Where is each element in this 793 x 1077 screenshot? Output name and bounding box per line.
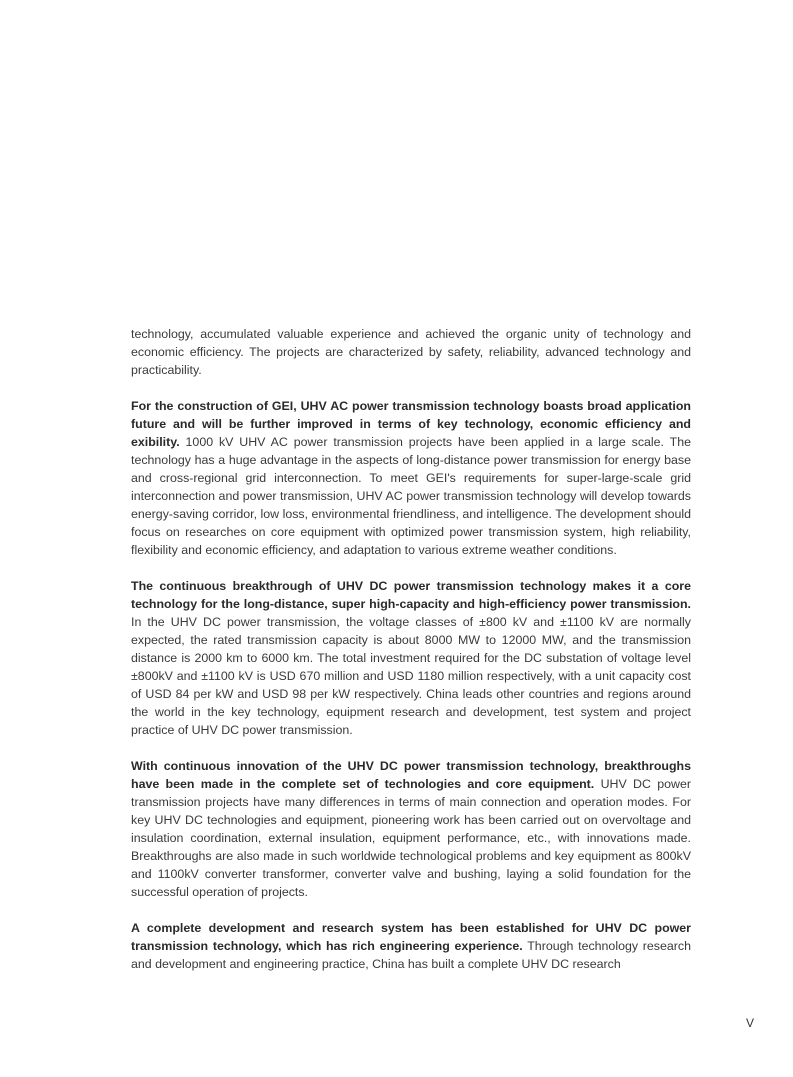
paragraph-3 [131,577,691,739]
paragraph-4-body: UHV DC power transmission projects have many differences in terms of main connection and operation modes. For key UHV DC technologies and equipment, pioneering work has been carried out on overvoltage and insulation coordination, external insulation, equipment performance, etc., with innovations made. Breakthroughs are also made in such worldwide technological problems and key equipment as 800kV and 1100kV converter transformer, converter valve and bushing, laying a solid foundation for the successful operation of projects. [131,777,692,899]
paragraph-5 [131,919,691,973]
paragraph-4 [131,757,691,901]
paragraph-5-body: Through technology research and development and engineering practice, China has built a complete UHV DC research [131,939,691,971]
paragraph-2-lead: For the construction of GEI, UHV AC power transmission technology boasts broad application future and will be further improved in terms of key technology, economic efficiency and exibility. [131,399,691,449]
paragraph-2 [131,397,691,559]
paragraph-4-lead: With continuous innovation of the UHV DC power transmission technology, breakthroughs have been made in the complete set of technologies and core equipment. [131,759,691,791]
paragraph-3-lead: The continuous breakthrough of UHV DC power transmission technology makes it a core technology for the long-distance, super high-capacity and high-efficiency power transmission. [131,579,691,611]
paragraph-2-body: 1000 kV UHV AC power transmission projects have been applied in a large scale. The technology has a huge advantage in the aspects of long-distance power transmission for energy base and cross-regional grid interconnection. To meet GEI's requirements for super-large-scale grid interconnection and power transmission, UHV AC power transmission technology will develop towards energy-saving corridor, low loss, environmental friendliness, and intelligence. The development should focus on researches on core equipment with optimized power transmission system, high reliability, flexibility and economic efficiency, and adaptation to various extreme weather conditions. [131,435,691,557]
body-text [131,325,691,991]
paragraph-5-lead: A complete development and research system has been established for UHV DC power transmission technology, which has rich engineering experience. [131,921,691,953]
paragraph-1 [131,325,691,379]
paragraph-1-body: technology, accumulated valuable experience and achieved the organic unity of technology and economic efficiency. The projects are characterized by safety, reliability, advanced technology and practicability. [131,327,691,377]
paragraph-3-body: In the UHV DC power transmission, the voltage classes of ±800 kV and ±1100 kV are normally expected, the rated transmission capacity is about 8000 MW to 12000 MW, and the transmission distance is 2000 km to 6000 km. The total investment required for the DC substation of voltage level ±800kV and ±1100 kV is USD 670 million and USD 1180 million respectively, with a unit capacity cost of USD 84 per kW and USD 98 per kW respectively. China leads other countries and regions around the world in the key technology, equipment research and development, test system and project practice of UHV DC power transmission. [131,615,691,737]
page-number: V [746,1016,755,1030]
